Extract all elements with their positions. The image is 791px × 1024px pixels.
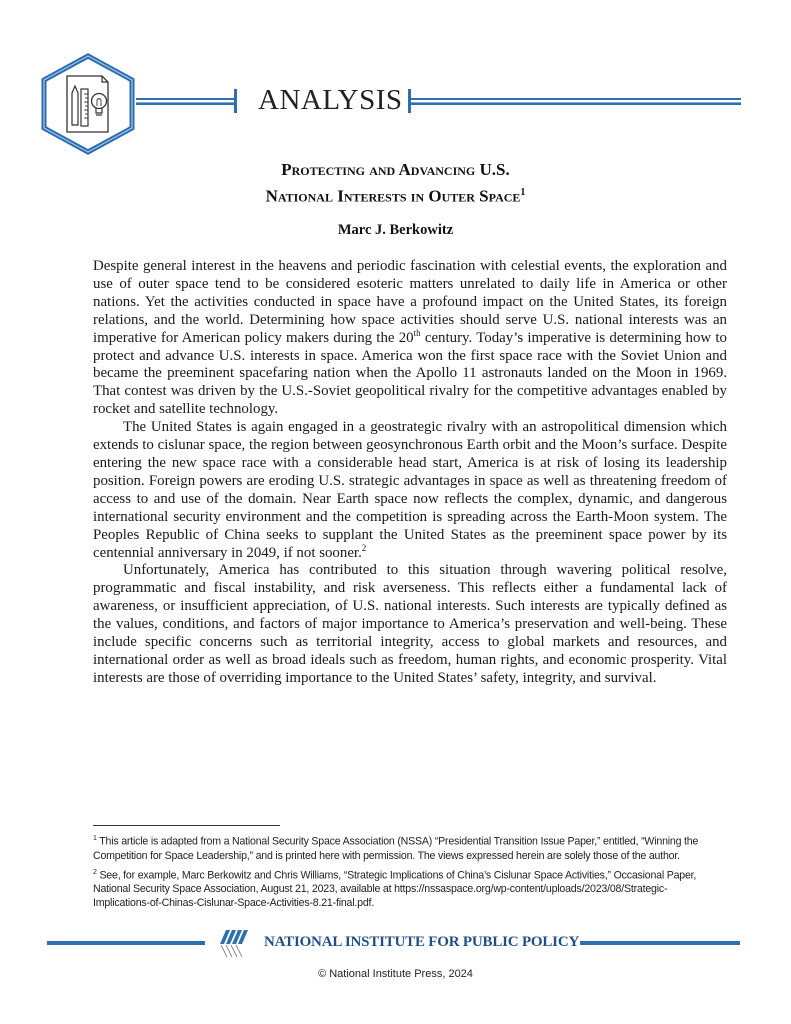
paragraph-text: Despite general interest in the heavens and periodic fascination with celestial events, the exploration and use of outer space tend to be considered esoteric matters unrelated to daily life in America or other nations. Yet the activities conducted in space have a profound impact on the United States, its foreign relations, and the world. Determining how space activities should serve U.S. national interests was an imperative for American policy makers during the 20 [93, 258, 727, 346]
footer-rule-right [580, 941, 740, 945]
article-title [0, 158, 791, 208]
footnote-ref[interactable]: 2 [361, 542, 367, 553]
paragraph-text: The United States is again engaged in a geostrategic rivalry with an astropolitical dimension which extends to cislunar space, the region between geosynchronous Earth orbit and the Moon’s surface. Despite entering the new space race with a considerable head start, America is at risk of losing its leadership position. Foreign powers are eroding U.S. strategic advantages in space as well as threatening freedom of access to and use of the domain. Near Earth space now reflects the complex, dynamic, and dangerous international security environment and the competition is spreading across the Earth-Moon system. The Peoples Republic of China seeks to supplant the United States as the preeminent space power by its centennial anniversary in 2049, if not sooner. [93, 419, 727, 561]
header-tick-left [234, 89, 237, 113]
article-body [93, 258, 727, 688]
nipp-stripes-logo-icon [218, 929, 256, 959]
footnote [93, 832, 713, 863]
copyright: © National Institute Press, 2024 [318, 968, 473, 980]
header-rule-left [136, 98, 234, 105]
paragraph [93, 258, 727, 419]
ordinal-superscript: th [413, 327, 421, 338]
footnotes [93, 832, 713, 913]
title-line-2-text: National Interests in Outer Space [265, 186, 521, 206]
footnote [93, 866, 713, 911]
analysis-hexagon-icon [40, 53, 136, 155]
paragraph-text: Unfortunately, America has contributed to this situation through wavering political resolve, programmatic and fiscal instability, and risk averseness. This reflects either a fundamental lack of awareness, or insufficient appreciation, of U.S. national interests. Such interests are typically defined as the values, conditions, and factors of major importance to America’s preservation and well-being. These include specific concerns such as territorial integrity, access to global markets and resources, and international order as well as broad ideals such as freedom, human rights, and economic prosperity. Vital interests are those of overriding importance to the United States’ safety, integrity, and survival. [93, 562, 727, 686]
footnote-number: 1 [93, 835, 97, 842]
title-line-1: Protecting and Advancing U.S. [281, 160, 510, 179]
footnote-separator [93, 825, 280, 826]
header-rule-right [411, 98, 741, 105]
paragraph [93, 562, 727, 687]
footnote-text: This article is adapted from a National Security Space Association (NSSA) “Presidential Transition Issue Paper,” entitled, “Winning the Competition for Space Leadership,” and is printed here with permission. The views expressed herein are solely those of the author. [93, 835, 699, 862]
paragraph [93, 419, 727, 562]
organization-name: NATIONAL INSTITUTE FOR PUBLIC POLICY [264, 934, 580, 950]
footnote-text: See, for example, Marc Berkowitz and Chris Williams, “Strategic Implications of China’s Cislunar Space Activities,” Occasional Paper, National Security Space Association, August 21, 2023, available at https://nssaspace.org/wp-content/uploads/2023/08/Strategic-Implications-of-Chinas-Cislunar-Space-Activities-8.21-final.pdf. [93, 869, 697, 910]
author-name: Marc J. Berkowitz [337, 222, 454, 238]
paragraph-text: century. Today’s imperative is determining how to protect and advance U.S. interests in space. America won the first space race with the Soviet Union and became the preeminent spacefaring nation when the Apollo 11 astronauts landed on the Moon in 1969. That contest was driven by the U.S.-Soviet geopolitical rivalry for the competitive advantages enabled by rocket and satellite technology. [93, 329, 727, 418]
footnote-number: 2 [93, 868, 97, 876]
footer-rule-left [47, 941, 205, 945]
section-label: ANALYSIS [258, 84, 403, 116]
title-footnote-ref[interactable]: 1 [520, 187, 526, 198]
title-line-2 [0, 181, 791, 208]
